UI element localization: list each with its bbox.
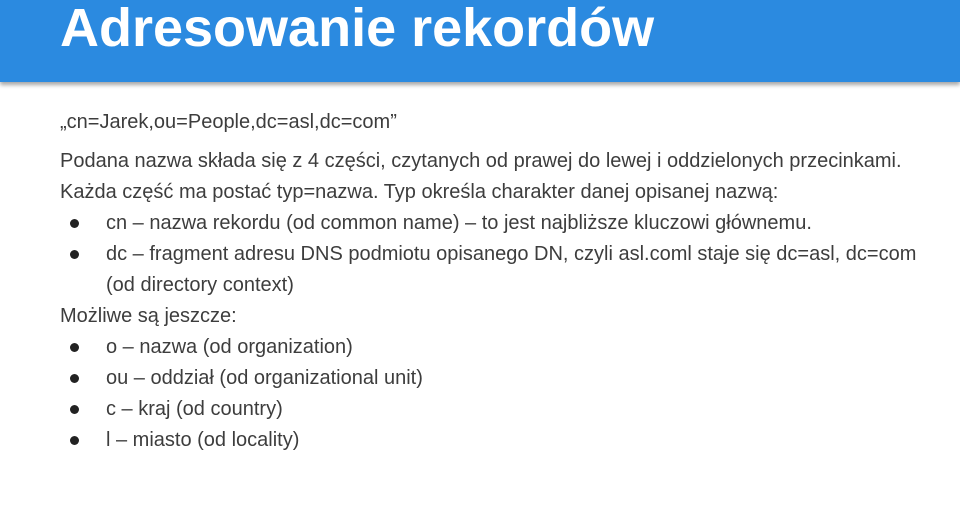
list-item (60, 239, 940, 301)
title-bar (0, 0, 960, 82)
bullet-icon (70, 343, 79, 352)
list-item (60, 208, 940, 239)
list-item (60, 363, 940, 394)
bullet-list-types (60, 208, 940, 301)
bullet-icon (70, 436, 79, 445)
list-item (60, 332, 940, 363)
intro-paragraph: Podana nazwa składa się z 4 części, czytanych od prawej do lewej i oddzielonych przecinkami. Każda część ma postać typ=nazwa. Typ określa charakter danej opisanej nazwą: (60, 150, 902, 203)
list-item (60, 394, 940, 425)
list-item (60, 425, 940, 456)
bullet-icon (70, 374, 79, 383)
list-item-text: l – miasto (od locality) (106, 429, 300, 451)
list-item-text: dc – fragment adresu DNS podmiotu opisanego DN, czyli asl.coml staje się dc=asl, dc=com (od directory context) (106, 243, 917, 296)
example-dn: „cn=Jarek,ou=People,dc=asl,dc=com” (60, 111, 397, 133)
list-item-text: ou – oddział (od organizational unit) (106, 367, 423, 389)
list-item-text: cn – nazwa rekordu (od common name) – to jest najbliższe kluczowi głównemu. (106, 212, 812, 234)
slide-title: Adresowanie rekordów (60, 0, 655, 58)
list-item-text: c – kraj (od country) (106, 398, 283, 420)
bullet-icon (70, 405, 79, 414)
bullet-list-more (60, 332, 940, 456)
bullet-icon (70, 219, 79, 228)
slide-body (60, 107, 940, 456)
list-item-text: o – nazwa (od organization) (106, 336, 353, 358)
more-label: Możliwe są jeszcze: (60, 305, 237, 327)
bullet-icon (70, 250, 79, 259)
